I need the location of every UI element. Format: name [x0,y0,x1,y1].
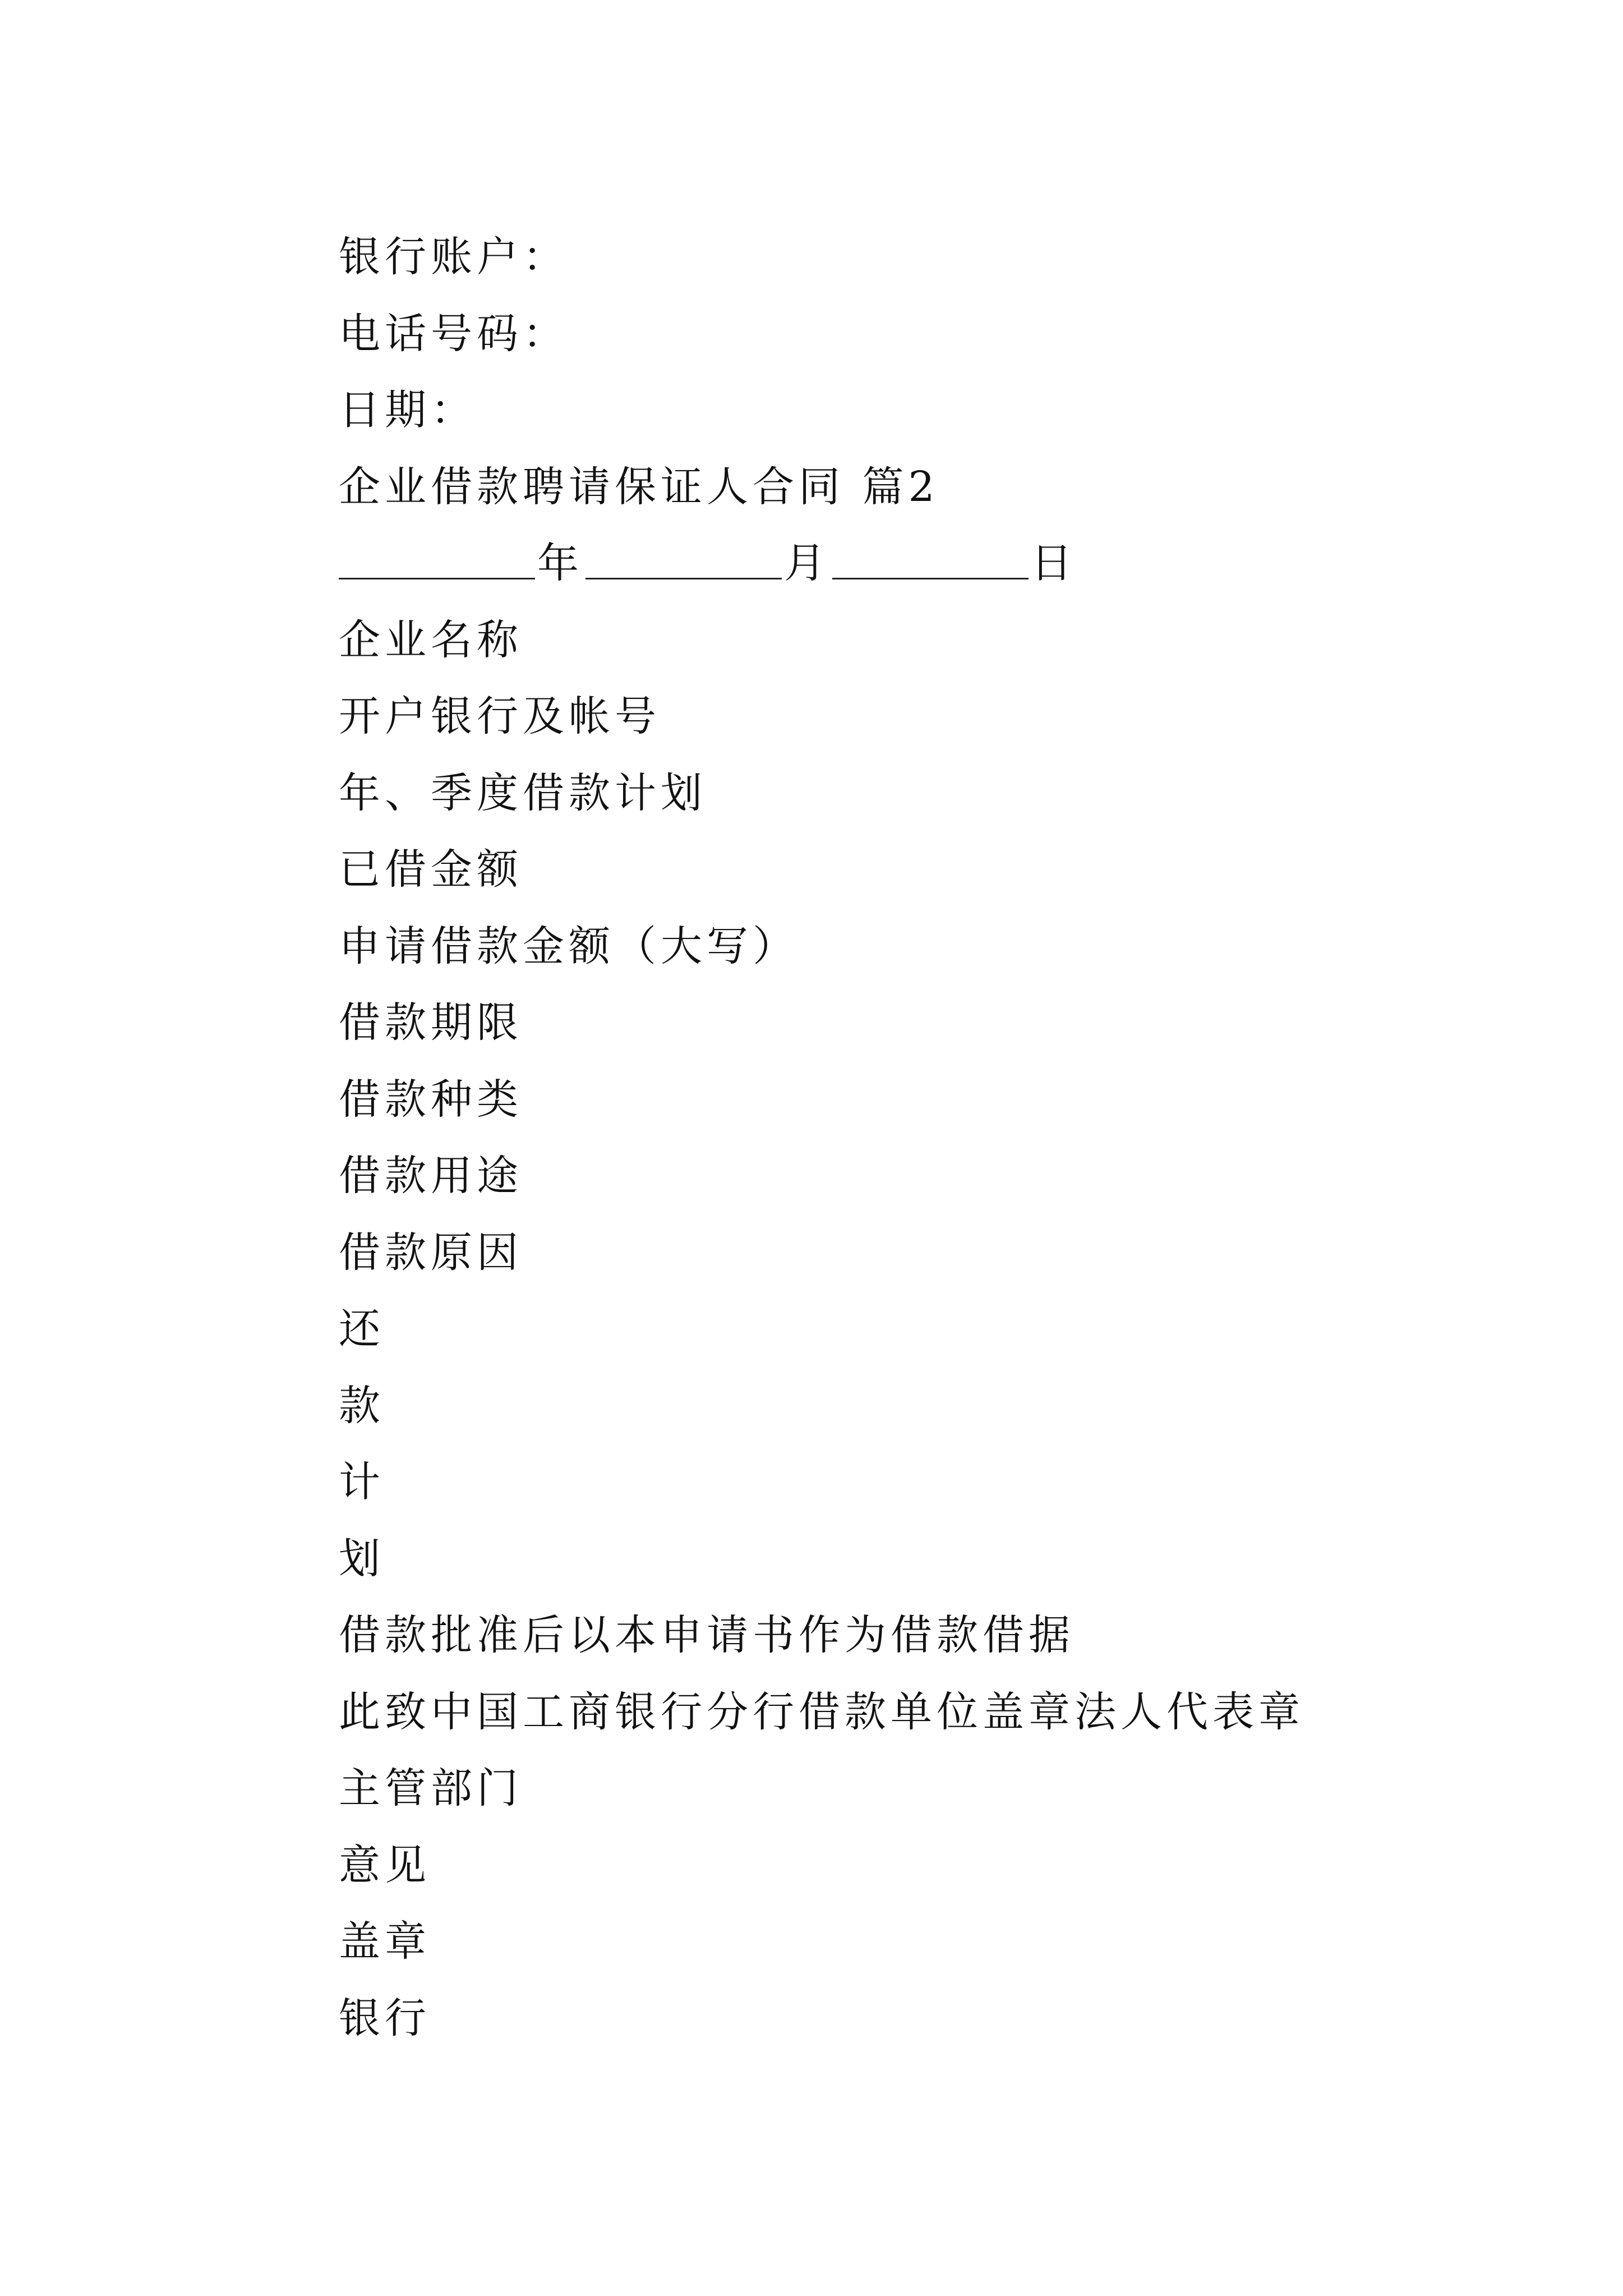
loan-reason-field: 借款原因 [339,1228,523,1277]
phone-number-label: 电话号码： [339,309,569,358]
approval-note: 借款批准后以本申请书作为借款借据 [339,1611,1075,1659]
bank-account-label: 银行账户： [339,233,569,281]
company-name-field: 企业名称 [339,615,523,664]
repayment-plan-char-1: 还 [339,1305,385,1353]
day-blank [832,536,1029,579]
repayment-plan-char-3: 计 [339,1458,385,1506]
loan-plan-field: 年、季度借款计划 [339,769,707,817]
date-label: 日期： [339,386,477,434]
loan-type-field: 借款种类 [339,1075,523,1124]
document-body [339,219,1516,2056]
date-fill-row [339,525,1516,602]
borrowed-amount-field: 已借金额 [339,845,523,894]
bank-label: 银行 [339,1994,431,2042]
year-blank [339,536,535,579]
repayment-plan-char-4: 划 [339,1534,385,1583]
loan-term-field: 借款期限 [339,999,523,1047]
addressee-and-seal-line: 此致中国工商银行分行借款单位盖章法人代表章 [339,1687,1304,1736]
month-unit: 月 [784,539,830,587]
requested-amount-field: 申请借款金额（大写） [339,922,799,970]
section-title: 企业借款聘请保证人合同 篇2 [339,462,939,511]
seal-label: 盖章 [339,1917,431,1966]
repayment-plan-char-2: 款 [339,1381,385,1430]
month-blank [585,536,782,579]
loan-purpose-field: 借款用途 [339,1152,523,1200]
opinion-label: 意见 [339,1841,431,1889]
bank-and-account-field: 开户银行及帐号 [339,692,661,740]
supervising-department-label: 主管部门 [339,1764,523,1812]
year-unit: 年 [537,539,583,587]
day-unit: 日 [1031,539,1077,587]
